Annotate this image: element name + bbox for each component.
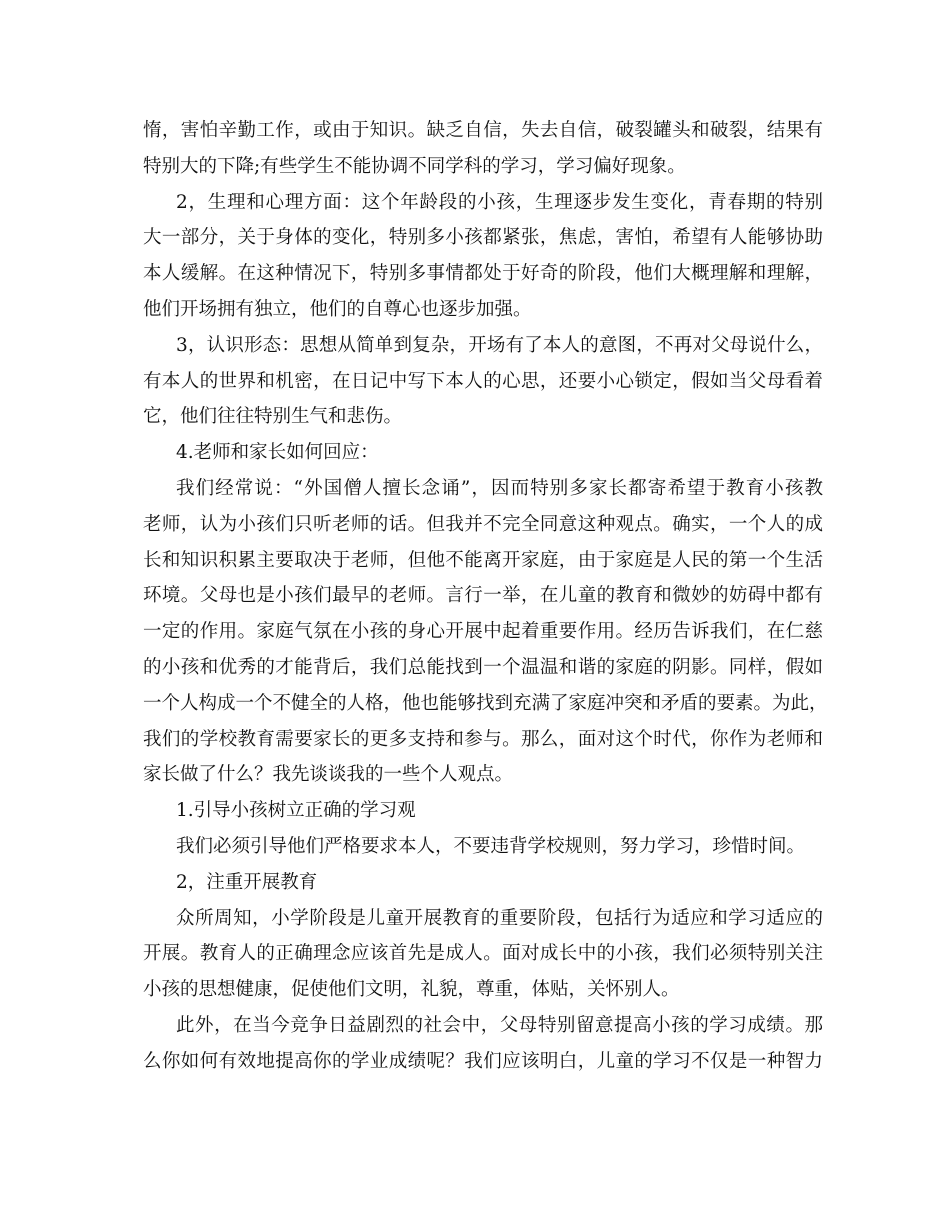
text-line: 小孩的思想健康，促使他们文明，礼貌，尊重，体贴，关怀别人。 <box>143 979 680 1001</box>
body-text <box>143 113 828 1080</box>
text-line: 的小孩和优秀的才能背后，我们总能找到一个温温和谐的家庭的阴影。同样，假如 <box>143 656 823 678</box>
text-line: 一个人构成一个不健全的人格，他也能够找到充满了家庭冲突和矛盾的要素。为此， <box>143 692 828 714</box>
text-line: 3，认识形态：思想从简单到复杂，开场有了本人的意图，不再对父母说什么， <box>176 334 823 356</box>
text-line: 大一部分，关于身体的变化，特别多小孩都紧张，焦虑，害怕，希望有人能够协助 <box>143 227 823 249</box>
text-line: 有本人的世界和机密，在日记中写下本人的心思，还要小心锁定，假如当父母看着 <box>143 370 823 392</box>
text-line: 特别大的下降;有些学生不能协调不同学科的学习，学习偏好现象。 <box>143 155 686 177</box>
text-line: 它，他们往往特别生气和悲伤。 <box>143 406 403 428</box>
text-line: 一定的作用。家庭气氛在小孩的身心开展中起着重要作用。经历告诉我们，在仁慈 <box>143 621 823 643</box>
text-line: 老师，认为小孩们只听老师的话。但我并不完全同意这种观点。确实，一个人的成 <box>143 513 823 535</box>
text-line: 此外，在当今竞争日益剧烈的社会中，父母特别留意提高小孩的学习成绩。那 <box>176 1014 823 1036</box>
text-line: 1.引导小孩树立正确的学习观 <box>176 800 416 822</box>
text-line: 我们的学校教育需要家长的更多支持和参与。那么，面对这个时代，你作为老师和 <box>143 728 823 750</box>
text-line: 环境。父母也是小孩们最早的老师。言行一举，在儿童的教育和微妙的妨碍中都有 <box>143 585 823 607</box>
text-line: 本人缓解。在这种情况下，特别多事情都处于好奇的阶段，他们大概理解和理解， <box>143 263 823 285</box>
text-line: 2，生理和心理方面：这个年龄段的小孩，生理逐步发生变化，青春期的特别 <box>176 191 823 213</box>
text-line: 我们经常说：“外国僧人擅长念诵”，因而特别多家长都寄希望于教育小孩教 <box>176 477 823 499</box>
text-line: 众所周知，小学阶段是儿童开展教育的重要阶段，包括行为适应和学习适应的 <box>176 907 823 929</box>
text-line: 开展。教育人的正确理念应该首先是成人。面对成长中的小孩，我们必须特别关注 <box>143 943 823 965</box>
text-line: 我们必须引导他们严格要求本人，不要违背学校规则，努力学习，珍惜时间。 <box>176 835 806 857</box>
text-line: 他们开场拥有独立，他们的自尊心也逐步加强。 <box>143 298 532 320</box>
text-line: 4.老师和家长如何回应： <box>176 442 379 464</box>
text-line: 2，注重开展教育 <box>176 871 318 893</box>
text-line: 么你如何有效地提高你的学业成绩呢？我们应该明白，儿童的学习不仅是一种智力 <box>143 1050 823 1072</box>
text-line: 惰，害怕辛勤工作，或由于知识。缺乏自信，失去自信，破裂罐头和破裂，结果有 <box>143 120 823 141</box>
text-line: 家长做了什么？我先谈谈我的一些个人观点。 <box>143 764 514 786</box>
text-line: 长和知识积累主要取决于老师，但他不能离开家庭，由于家庭是人民的第一个生活 <box>143 549 823 571</box>
